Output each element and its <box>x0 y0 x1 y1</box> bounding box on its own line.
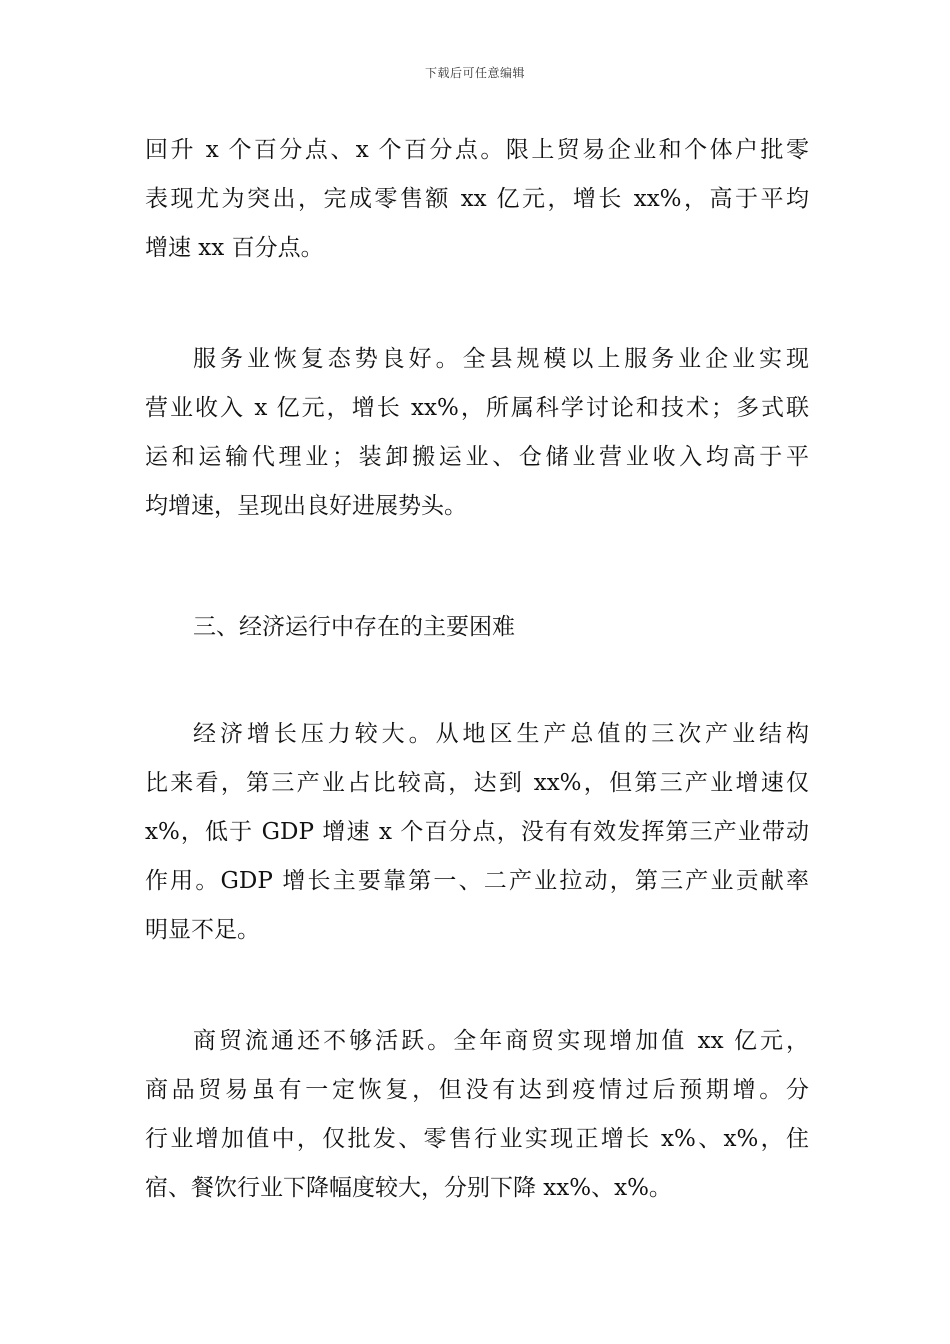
text-line: 运和运输代理业；装卸搬运业、仓储业营业收入均高于平 <box>145 444 809 470</box>
text-line: 作用。GDP 增长主要靠第一、二产业拉动，第三产业贡献率 <box>145 868 809 894</box>
text-line: 行业增加值中，仅批发、零售行业实现正增长 x%、x%，住 <box>145 1126 809 1152</box>
heading-line: 三、经济运行中存在的主要困难 <box>193 614 515 640</box>
text-line: 表现尤为突出，完成零售额 xx 亿元，增长 xx%，高于平均 <box>145 186 809 212</box>
paragraph-services-recovery <box>145 335 809 531</box>
text-line: 经济增长压力较大。从地区生产总值的三次产业结构 <box>193 721 809 747</box>
text-line: 宿、餐饮行业下降幅度较大，分别下降 xx%、x%。 <box>145 1175 672 1201</box>
text-line: 均增速，呈现出良好进展势头。 <box>145 493 467 519</box>
text-line: 明显不足。 <box>145 917 260 943</box>
text-line: 比来看，第三产业占比较高，达到 xx%，但第三产业增速仅 <box>145 770 809 796</box>
text-line: 增速 xx 百分点。 <box>145 235 324 261</box>
page-header: 下载后可任意编辑 <box>424 66 525 80</box>
section-heading <box>145 603 809 652</box>
document-body <box>145 126 809 1213</box>
paragraph-retail-growth <box>145 126 809 273</box>
paragraph-growth-pressure <box>145 710 809 955</box>
text-line: 商贸流通还不够活跃。全年商贸实现增加值 xx 亿元， <box>193 1028 809 1054</box>
text-line: 营业收入 x 亿元，增长 xx%，所属科学讨论和技术；多式联 <box>145 395 809 421</box>
paragraph-trade-circulation <box>145 1017 809 1213</box>
text-line: x%，低于 GDP 增速 x 个百分点，没有有效发挥第三产业带动 <box>145 819 809 845</box>
text-line: 回升 x 个百分点、x 个百分点。限上贸易企业和个体户批零 <box>145 137 809 163</box>
text-line: 服务业恢复态势良好。全县规模以上服务业企业实现 <box>193 346 809 372</box>
text-line: 商品贸易虽有一定恢复，但没有达到疫情过后预期增。分 <box>145 1077 809 1103</box>
